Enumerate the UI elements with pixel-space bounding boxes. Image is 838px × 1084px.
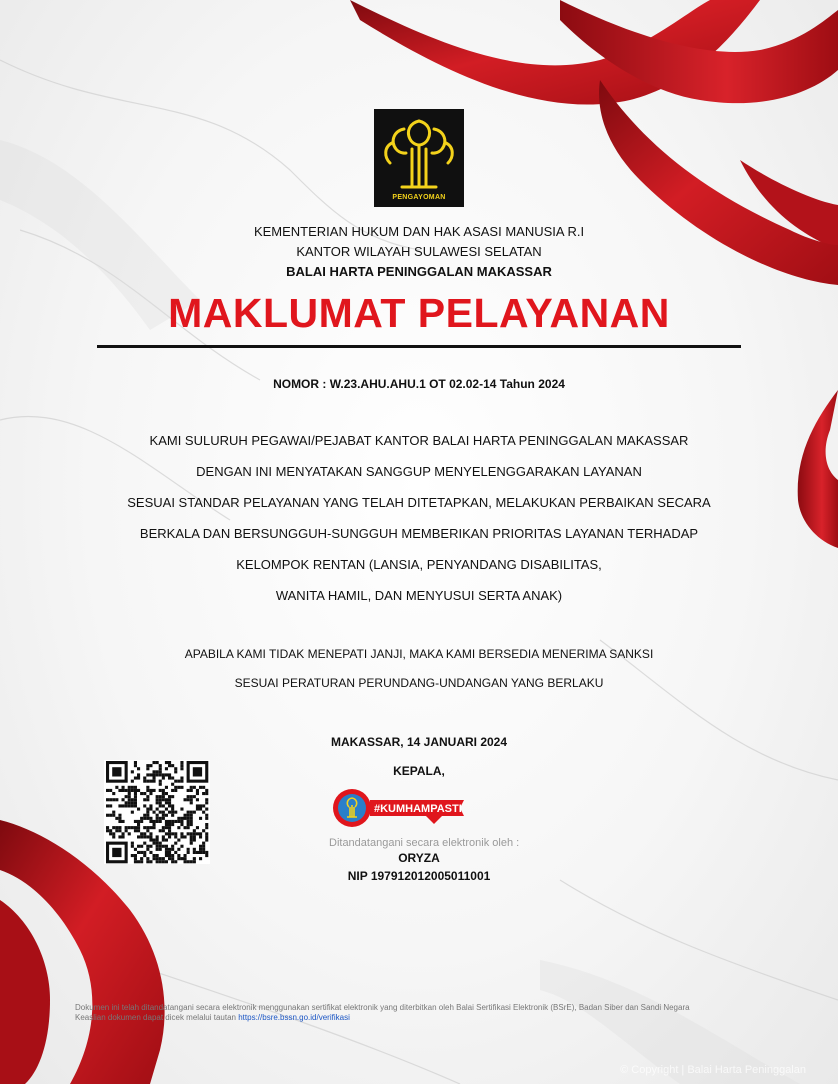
badge-text: #KUMHAMPASTI	[374, 803, 462, 815]
signer-nip: NIP 197912012005011001	[347, 869, 491, 883]
page-title: MAKLUMAT PELAYANAN	[168, 290, 670, 336]
statement-line: KAMI SULURUH PEGAWAI/PEJABAT KANTOR BALAI HARTA PENINGGALAN MAKASSAR	[149, 433, 689, 448]
regional-office-name: KANTOR WILAYAH SULAWESI SELATAN	[296, 244, 542, 259]
statement-line: SESUAI STANDAR PELAYANAN YANG TELAH DITETAPKAN, MELAKUKAN PERBAIKAN SECARA	[127, 495, 711, 510]
pengayoman-logo	[374, 109, 464, 207]
copyright-text: © Copyright | Balai Harta Peninggalan	[620, 1064, 806, 1076]
statement-line: WANITA HAMIL, DAN MENYUSUI SERTA ANAK)	[275, 588, 563, 603]
statement-line: BERKALA DAN BERSUNGGUH-SUNGGUH MEMBERIKAN PRIORITAS LAYANAN TERHADAP	[139, 526, 699, 541]
signer-name: ORYZA	[398, 851, 440, 865]
kumhampasti-badge	[330, 786, 466, 830]
sanction-line: SESUAI PERATURAN PERUNDANG-UNDANGAN YANG BERLAKU	[234, 676, 604, 690]
qr-code	[104, 760, 210, 864]
logo-caption: PENGAYOMAN	[392, 194, 446, 201]
qr-finder-pattern	[112, 767, 121, 776]
footer-verification-text: Keaslian dokumen dapat dicek melalui tautan	[75, 1013, 236, 1022]
ministry-name: KEMENTERIAN HUKUM DAN HAK ASASI MANUSIA R.I	[253, 224, 585, 239]
signature-place-date: MAKASSAR, 14 JANUARI 2024	[330, 735, 508, 749]
footer-note: Dokumen ini telah ditandatangani secara elektronik menggunakan sertifikat elektronik yang diterbitkan oleh Balai Sertifikasi Elektronik (BSrE), Badan Siber dan Sandi Negara	[75, 1003, 690, 1012]
statement-line: DENGAN INI MENYATAKAN SANGGUP MENYELENGGARAKAN LAYANAN	[196, 464, 642, 479]
statement-line: KELOMPOK RENTAN (LANSIA, PENYANDANG DISABILITAS,	[236, 557, 602, 572]
title-divider	[97, 345, 741, 348]
unit-name: BALAI HARTA PENINGGALAN MAKASSAR	[286, 264, 552, 279]
document-number: NOMOR : W.23.AHU.AHU.1 OT 02.02-14 Tahun 2024	[273, 377, 565, 391]
e-signature-note: Ditandatangani secara elektronik oleh :	[329, 837, 520, 849]
verification-link[interactable]: https://bsre.bssn.go.id/verifikasi	[238, 1013, 350, 1022]
pengayoman-tree-emblem-icon	[374, 109, 464, 207]
signature-role: KEPALA,	[393, 764, 445, 778]
footer-verification	[75, 1013, 350, 1022]
qr-finder-pattern	[193, 767, 202, 776]
sanction-line: APABILA KAMI TIDAK MENEPATI JANJI, MAKA KAMI BERSEDIA MENERIMA SANKSI	[184, 647, 654, 661]
